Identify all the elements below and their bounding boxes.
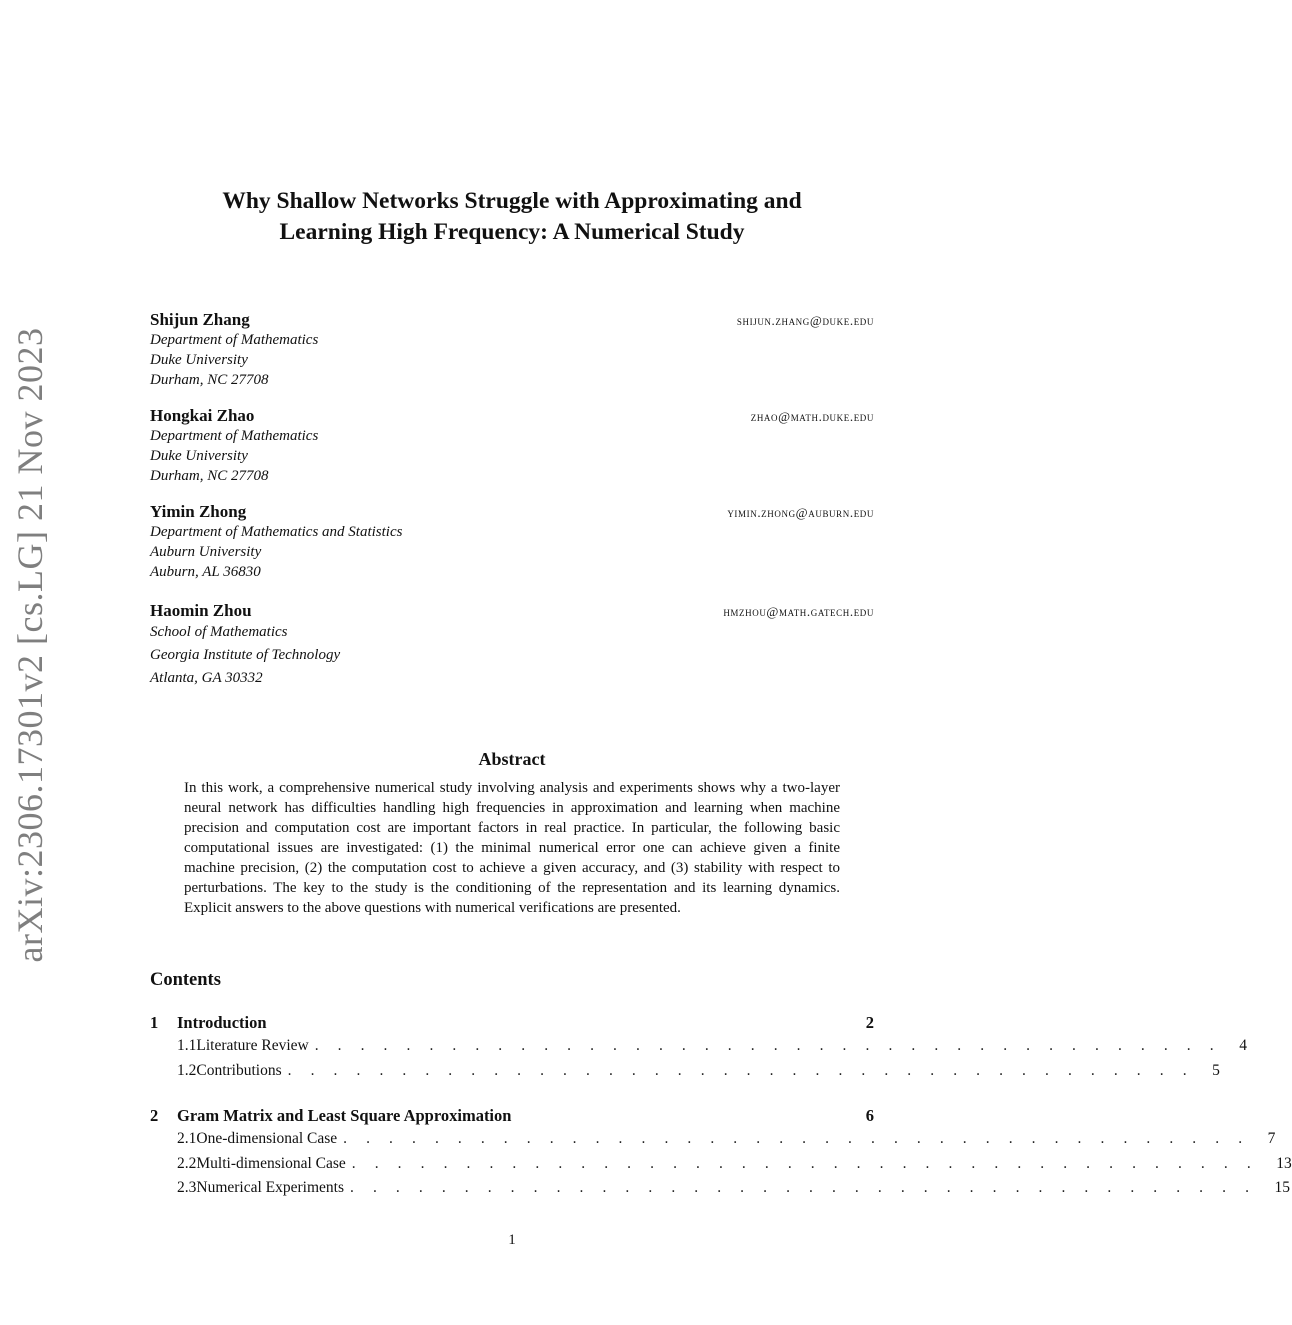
toc-section-number: 2 [150,1106,159,1125]
author-affiliation-address: Durham, NC 27708 [150,468,269,484]
author-affiliation-dept: Department of Mathematics [150,428,319,444]
page-number: 1 [508,1232,516,1248]
author-block [150,406,874,486]
toc-subsection-entry[interactable] [150,1179,1291,1204]
toc-page-number: 6 [865,1106,874,1125]
toc-page-number: 2 [865,1013,874,1032]
author-email[interactable]: zhao@math.duke.edu [750,409,874,424]
title-line-2: Learning High Frequency: A Numerical Study [279,219,745,245]
toc-section-title: Gram Matrix and Least Square Approximation [177,1106,512,1125]
author-affiliation-dept: Department of Mathematics [150,332,319,348]
toc-subsection-number: 2.2 [177,1154,197,1172]
toc-subsection-number: 2.1 [177,1130,197,1147]
author-affiliation-institution: Georgia Institute of Technology [150,647,341,663]
author-name: Haomin Zhou [150,601,252,620]
toc-subsection-number: 1.1 [177,1037,197,1054]
toc-subsection-title: Numerical Experiments [196,1179,345,1196]
author-affiliation-address: Auburn, AL 36830 [150,564,261,580]
paper-title [150,186,874,248]
toc-leader-dots: . . . . . . . . . . . . . . . . . . . . . . . . . . . . . . . . . . . . . . . . [351,1154,1259,1172]
toc-subsection-number: 2.3 [177,1179,197,1196]
author-affiliation-institution: Duke University [150,352,248,368]
arxiv-stamp: arXiv:2306.17301v2 [cs.LG] 21 Nov 2023 [10,327,50,963]
toc-subsection-title: Contributions [196,1061,282,1079]
author-block [150,502,874,582]
author-block [150,310,874,390]
toc-subsection-entry[interactable] [150,1037,1247,1062]
toc-subsection-title: Multi-dimensional Case [196,1154,346,1172]
author-affiliation-institution: Duke University [150,448,248,464]
toc-subsection-entry[interactable] [150,1130,1276,1155]
toc-section-title: Introduction [177,1013,267,1032]
author-affiliation-dept: School of Mathematics [150,624,288,640]
contents-heading: Contents [150,970,221,990]
toc-section-entry[interactable] [150,1106,874,1130]
toc-subsection-number: 1.2 [177,1061,197,1079]
toc-subsection-entry[interactable] [150,1061,1220,1087]
author-affiliation-dept: Department of Mathematics and Statistics [150,524,403,540]
toc-section-block [150,1013,1247,1086]
abstract-text: In this work, a comprehensive numerical study involving analysis and experiments shows why a two-layer neural network has difficulties handling high frequencies in approximation and learning when machine precision and computation cost are important factors in real practice. In particular, the following basic computational issues are investigated: (1) the minimal numerical error one can achieve given a finite machine precision, (2) the computation cost to achieve a given accuracy, and (3) stability with respect to perturbations. The key to the study is the conditioning of the representation and its learning dynamics. Explicit answers to the above questions with numerical verifications are presented. [184,780,840,916]
toc-page-number: 7 [1267,1130,1276,1147]
author-affiliation-address: Atlanta, GA 30332 [150,670,263,686]
author-email[interactable]: yimin.zhong@auburn.edu [727,505,874,520]
toc-section-entry[interactable] [150,1013,874,1037]
toc-subsection-title: One-dimensional Case [196,1130,338,1147]
toc-subsection-title: Literature Review [196,1037,309,1054]
author-block [150,601,874,690]
toc-leader-dots: . . . . . . . . . . . . . . . . . . . . . . . . . . . . . . . . . . . . . . . . [314,1037,1222,1054]
author-email[interactable]: hmzhou@math.gatech.edu [723,604,874,619]
author-email[interactable]: shijun.zhang@duke.edu [736,313,874,328]
toc-leader-dots: . . . . . . . . . . . . . . . . . . . . . . . . . . . . . . . . . . . . . . . . [343,1130,1250,1147]
author-affiliation-address: Durham, NC 27708 [150,372,269,388]
toc-leader-dots: . . . . . . . . . . . . . . . . . . . . . . . . . . . . . . . . . . . . . . . . [350,1179,1257,1196]
toc-page-number: 5 [1212,1061,1220,1079]
toc-page-number: 15 [1274,1179,1291,1196]
toc-section-number: 1 [150,1013,159,1032]
author-affiliation-institution: Auburn University [150,544,262,560]
abstract-heading: Abstract [478,749,546,769]
toc-page-number: 4 [1239,1037,1247,1054]
toc-subsection-entry[interactable] [150,1154,1292,1180]
toc-leader-dots: . . . . . . . . . . . . . . . . . . . . . . . . . . . . . . . . . . . . . . . . [287,1061,1195,1079]
author-name: Yimin Zhong [150,502,247,521]
author-name: Hongkai Zhao [150,406,255,425]
author-name: Shijun Zhang [150,310,250,329]
title-line-1: Why Shallow Networks Struggle with Approximating and [222,188,802,214]
toc-page-number: 13 [1276,1154,1292,1172]
toc-section-block [150,1106,1292,1204]
